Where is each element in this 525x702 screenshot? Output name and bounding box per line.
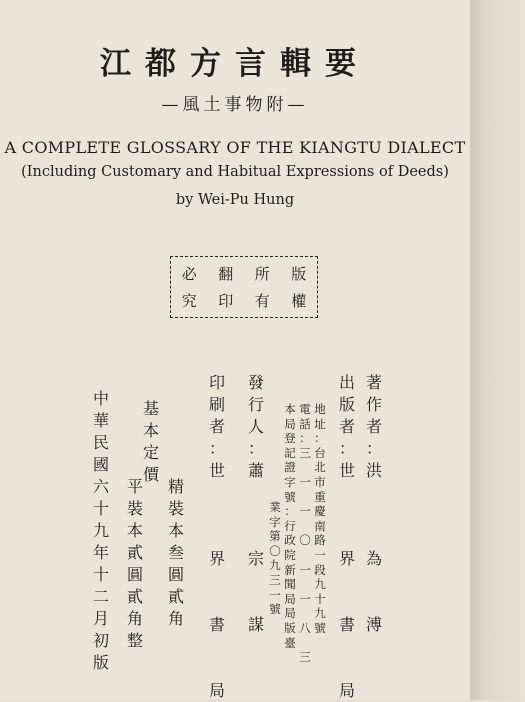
subtitle-english: (Including Customary and Habitual Expressions of Deeds) [21, 164, 449, 180]
copyright-char: 所 [254, 265, 270, 283]
colophon-column-phone: 電 話 ： 三 一 一 〇 一 一 八 三 [299, 402, 311, 665]
copyright-char: 必 [181, 265, 197, 283]
colophon-column-registration: 本 局 登 記 證 字 號 ： 行 政 院 新 聞 局 局 版 臺 [284, 402, 296, 650]
copyright-box [170, 256, 318, 318]
title-english: A COMPLETE GLOSSARY OF THE KIANGTU DIALECT [4, 138, 466, 157]
subtitle-chinese: —風土事物附— [161, 95, 309, 115]
copyright-char: 究 [181, 292, 197, 310]
colophon-column-price_label: 基 本 定 價 [142, 399, 159, 484]
author-english: by Wei-Pu Hung [175, 192, 295, 208]
colophon-column-price_standard: 平 裝 本 貳 圓 貳 角 整 [126, 477, 143, 650]
copyright-char: 印 [218, 292, 234, 310]
copyright-line-1 [171, 263, 317, 284]
colophon-column-registration2: 業 字 第 〇 九 三 一 號 [269, 500, 281, 617]
colophon-column-publisher: 出 版 者 ： 世 界 書 局 [338, 373, 355, 700]
colophon-column-edition: 中 華 民 國 六 十 九 年 十 二 月 初 版 [92, 389, 109, 672]
colophon-column-printer: 印 刷 者 ： 世 界 書 局 [208, 373, 225, 700]
copyright-char: 權 [291, 292, 307, 310]
colophon-column-issuer: 發 行 人 ： 蕭 宗 謀 [247, 373, 264, 634]
colophon-column-author: 著 作 者 ： 洪 為 溥 [365, 373, 382, 634]
copyright-line-2 [171, 290, 317, 311]
copyright-char: 有 [254, 292, 270, 310]
copyright-char: 版 [291, 265, 307, 283]
colophon-column-price_deluxe: 精 裝 本 叁 圓 貳 角 [167, 477, 184, 628]
copyright-char: 翻 [218, 265, 234, 283]
colophon-column-address: 地 址 ： 台 北 市 重 慶 南 路 一 段 九 十 九 號 [314, 402, 326, 635]
title-chinese: 江都方言輯要 [100, 46, 370, 82]
page-edge [470, 0, 525, 700]
